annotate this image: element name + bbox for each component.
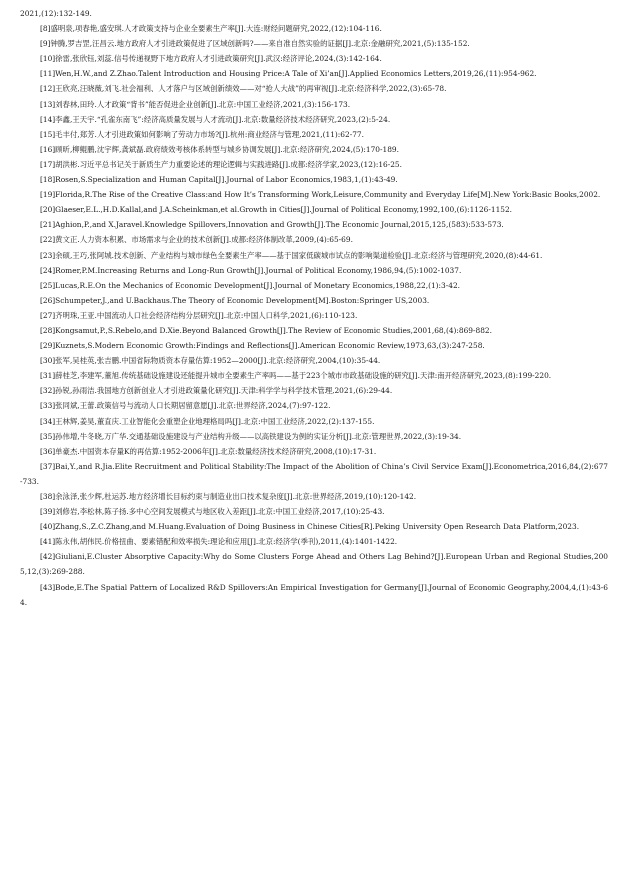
reference-continuation: 2021,(12):132-149. (20, 9, 92, 18)
reference-item: [28]Kongsamut,P.,S.Rebelo,and D.Xie.Beyond Balanced Growth[J].The Review of Economic Studies,2001,68,(4):869-882. (40, 325, 492, 335)
reference-item: [18]Rosen,S.Specialization and Human Capital[J].Journal of Labor Economics,1983,1,(1):43-49. (40, 175, 398, 185)
reference-item: [17]胡洪彬.习近平总书记关于新质生产力重要论述的理论逻辑与实践进路[J].成都:经济学家,2023,(12):16-25. (40, 159, 402, 169)
reference-item: [19]Florida,R.The Rise of the Creative Class:and How It’s Transforming Work,Leisure,Community and Everyday Life[M].New York:Basic Books,2002. (40, 190, 601, 200)
reference-item: [11]Wen,H.W.,and Z.Zhao.Talent Introduction and Housing Price:A Tale of Xi’an[J].Applied Economics Letters,2019,26,(11):954-962. (40, 69, 537, 79)
reference-item: [20]Glaeser,E.L.,H.D.Kallal,and J.A.Scheinkman,et al.Growth in Cities[J].Journal of Political Economy,1992,100,(6):1126-1152. (40, 205, 513, 215)
reference-item: [32]孙锐,孙雨洁.我国地方创新创业人才引进政策量化研究[J].天津:科学学与科学技术管理,2021,(6):29-44. (40, 386, 393, 396)
reference-item: [10]徐雷,张欣钰,刘蕊.信号传递视野下地方政府人才引进政策研究[J].武汉:经济评论,2024,(3):142-164. (40, 54, 382, 64)
reference-item: [31]薛桂芝,李建军,董旭.传统基础设施建设还能提升城市全要素生产率吗——基于223个城市市政基础设施的研究[J].天津:南开经济研究,2023,(8):199-220. (40, 371, 552, 381)
reference-item: [41]陈永伟,胡伟民.价格扭曲、要素错配和效率损失:理论和应用[J].北京:经济学(季刊),2011,(4):1401-1422. (40, 537, 398, 547)
reference-item: [29]Kuznets,S.Modern Economic Growth:Findings and Reflections[J].American Economic Review,1973,63,(3):247-258. (40, 341, 485, 351)
reference-item: [22]黄文正.人力资本积累、市场需求与企业的技术创新[J].成都:经济体制改革,2009,(4):65-69. (40, 235, 353, 245)
reference-item: [16]顾昕,柳鲲鹏,沈宇辉,龚斌磊.政府绩效考核体系转型与城乡协调发展[J].北京:经济研究,2024,(5):170-189. (40, 144, 399, 154)
reference-item: [14]李鑫,王天宇.“孔雀东南飞”:经济高质量发展与人才流动[J].北京:数量经济技术经济研究,2023,(2):5-24. (40, 114, 391, 124)
reference-item: [26]Schumpeter,J.,and U.Backhaus.The Theory of Economic Development[M].Boston:Springer US,2003. (40, 295, 430, 305)
reference-item: [39]刘修岩,李松林,陈子扬.多中心空间发展模式与地区收入差距[J].北京:中国工业经济,2017,(10):25-43. (40, 507, 385, 517)
reference-item: [40]Zhang,S.,Z.C.Zhang,and M.Huang.Evaluation of Doing Business in Chinese Cities[R].Peking University Open Research Data Platform,2023. (40, 522, 580, 532)
reference-item: [43]Bode,E.The Spatial Pattern of Localized R&D Spillovers:An Empirical Investigation for Germany[J].Journal of Economic Geography,2004,4,(1):43-64. (20, 582, 608, 607)
reference-item: [42]Giuliani,E.Cluster Absorptive Capacity:Why do Some Clusters Forge Ahead and Others Lag Behind?[J].European Urban and Regional Studies,2005,12,(3):269-288. (20, 552, 608, 577)
reference-item: [35]孙伟增,牛冬晓,万广华.交通基础设施建设与产业结构升级——以高铁建设为例的实证分析[J].北京:管理世界,2022,(3):19-34. (40, 431, 462, 441)
reference-item: [15]毛丰付,郑芳.人才引进政策如何影响了劳动力市场?[J].杭州:商业经济与管理,2021,(11):62-77. (40, 129, 364, 139)
reference-item: [34]王林辉,姜昊,董直庆.工业智能化会重塑企业地理格局吗[J].北京:中国工业经济,2022,(2):137-155. (40, 416, 375, 426)
reference-item: [13]刘春林,田玲.人才政策“背书”能否促进企业创新[J].北京:中国工业经济,2021,(3):156-173. (40, 99, 351, 109)
reference-item: [30]张军,吴桂英,张吉鹏.中国省际物质资本存量估算:1952—2000[J].北京:经济研究,2004,(10):35-44. (40, 356, 381, 366)
reference-item: [21]Aghion,P.,and X.Jaravel.Knowledge Spillovers,Innovation and Growth[J].The Economic Journal,2015,125,(583):533-573. (40, 220, 504, 230)
reference-item: [25]Lucas,R.E.On the Mechanics of Economic Development[J].Journal of Monetary Economics,1988,22,(1):3-42. (40, 280, 460, 290)
reference-item: [38]余泳泽,张少辉,杜运苏.地方经济增长目标约束与制造业出口技术复杂度[J].北京:世界经济,2019,(10):120-142. (40, 492, 417, 501)
reference-item: [36]单豪杰.中国资本存量K的再估算:1952-2006年[J].北京:数量经济技术经济研究,2008,(10):17-31. (40, 446, 377, 456)
reference-item: [27]齐明珠,王亚.中国流动人口社会经济结构分层研究[J].北京:中国人口科学,2021,(6):110-123. (40, 310, 358, 320)
reference-item: [23]余硕,王巧,张阿城.技术创新、产业结构与城市绿色全要素生产率——基于国家低碳城市试点的影响渠道检验[J].北京:经济与管理研究,2020,(8):44-61. (40, 250, 543, 260)
reference-item: [24]Romer,P.M.Increasing Returns and Long-Run Growth[J].Journal of Political Economy,1986,94,(5):1002-1037. (40, 265, 462, 275)
reference-item: [12]王欣亮,汪晓薇,刘飞.社会福利、人才落户与区域创新绩效——对“抢人大战”的再审视[J].北京:经济科学,2022,(3):65-78. (40, 84, 447, 94)
reference-item: [9]钟腾,罗吉罡,汪昌云.地方政府人才引进政策促进了区域创新吗?——来自准自然实验的证据[J].北京:金融研究,2021,(5):135-152. (40, 39, 470, 49)
reference-item: [37]Bai,Y.,and R.Jia.Elite Recruitment and Political Stability:The Impact of the Abolition of China’s Civil Service Exam[J].Econometrica,2016,84,(2):677-733. (20, 461, 608, 486)
reference-item: [8]盛明泉,项春艳,盛安琪.人才政策支持与企业全要素生产率[J].大连:财经问题研究,2022,(12):104-116. (40, 24, 382, 34)
reference-item: [33]张同斌,王蕾.政策信号与流动人口长期居留意愿[J].北京:世界经济,2024,(7):97-122. (40, 401, 331, 411)
